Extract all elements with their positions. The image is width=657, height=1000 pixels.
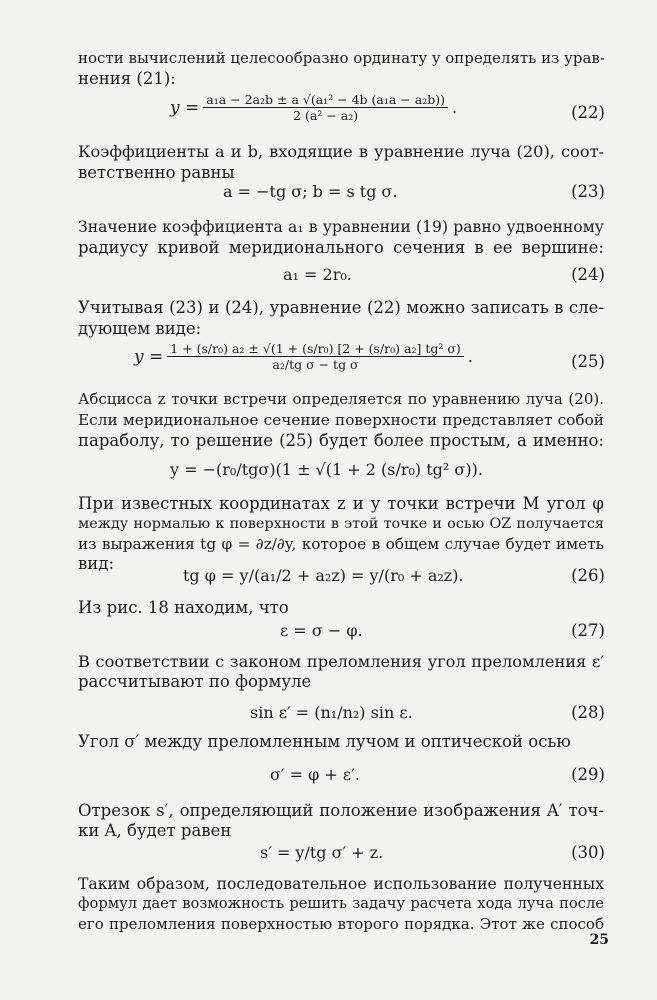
- text-line: ки A, будет равен: [78, 821, 232, 840]
- equation-26: tg φ = y/(a₁/2 + a₂z) = y/(r₀ + a₂z).: [183, 566, 464, 585]
- equation-23: a = −tg σ; b = s tg σ.: [223, 182, 398, 201]
- equation-number: (26): [571, 566, 605, 585]
- text-line: ности вычислений целесообразно ординату y определять из урав-: [78, 49, 605, 67]
- equation-28: sin ε′ = (n₁/n₂) sin ε.: [250, 703, 413, 722]
- text-line: Коэффициенты a и b, входящие в уравнение луча (20), соот-: [78, 142, 604, 161]
- equation-number: (25): [571, 352, 605, 371]
- text-line: радиусу кривой меридионального сечения в ее вершине:: [78, 238, 604, 257]
- fraction: [167, 341, 463, 372]
- equation-number: (28): [571, 703, 605, 722]
- equation-parabola: y = −(r₀/tgσ)(1 ± √(1 + 2 (s/r₀) tg² σ)).: [170, 460, 483, 479]
- equation-30: s′ = y/tg σ′ + z.: [260, 843, 384, 862]
- text-line: нения (21):: [78, 69, 176, 88]
- text-line: Угол σ′ между преломленным лучом и оптической осью: [78, 732, 571, 751]
- page-number: 25: [589, 932, 609, 948]
- text-line: Таким образом, последовательное использование полученных: [78, 875, 604, 893]
- equation-24: a₁ = 2r₀.: [283, 265, 352, 284]
- equation-number: (30): [571, 843, 605, 862]
- equation-25: [134, 341, 473, 372]
- text-line: рассчитывают по формуле: [78, 672, 312, 691]
- equation-27: ε = σ − φ.: [280, 621, 363, 640]
- text-line: его преломления поверхностью второго порядка. Этот же способ: [78, 915, 604, 933]
- text-line: Абсцисса z точки встречи определяется по уравнению луча (20).: [78, 390, 604, 408]
- text-line: вид:: [78, 554, 115, 573]
- equation-lhs: y =: [170, 97, 200, 118]
- text-line: В соответствии с законом преломления угол преломления ε′: [78, 652, 604, 671]
- text-line: дующем виде:: [78, 319, 202, 338]
- text-line: Значение коэффициента a₁ в уравнении (19) равно удвоенному: [78, 218, 604, 236]
- equation-number: (22): [571, 103, 605, 122]
- fraction: [203, 92, 448, 123]
- text-line: между нормалью к поверхности в этой точке и осью OZ получается: [78, 516, 604, 532]
- text-line: Отрезок s′, определяющий положение изображения A′ точ-: [78, 801, 604, 820]
- text-line: Если меридиональное сечение поверхности представляет собой: [78, 411, 604, 429]
- text-line: Учитывая (23) и (24), уравнение (22) можно записать в сле-: [78, 298, 604, 317]
- equation-period: .: [467, 346, 473, 366]
- equation-22: [170, 92, 457, 123]
- fraction-numerator: 1 + (s/r₀) a₂ ± √(1 + (s/r₀) [2 + (s/r₀) a₂] tg² σ): [167, 341, 463, 357]
- equation-number: (27): [571, 621, 605, 640]
- equation-29: σ′ = φ + ε′.: [270, 765, 360, 784]
- equation-lhs: y =: [134, 346, 164, 367]
- text-line: параболу, то решение (25) будет более простым, а именно:: [78, 431, 604, 450]
- text-line: Из рис. 18 находим, что: [78, 598, 289, 617]
- text-line: формул дает возможность решить задачу расчета хода луча после: [78, 895, 604, 912]
- text-line: из выражения tg φ = ∂z/∂y, которое в общем случае будет иметь: [78, 535, 604, 553]
- equation-number: (29): [571, 765, 605, 784]
- equation-period: .: [451, 97, 458, 117]
- text-line: При известных координатах z и y точки встречи M угол φ: [78, 494, 604, 513]
- equation-number: (24): [571, 265, 605, 284]
- equation-number: (23): [571, 182, 605, 201]
- fraction-denominator: 2 (a² − a₂): [293, 108, 359, 123]
- fraction-numerator: a₁a − 2a₂b ± a √(a₁² − 4b (a₁a − a₂b)): [203, 92, 448, 108]
- fraction-denominator: a₂/tg σ − tg σ: [272, 357, 359, 372]
- text-line: ветственно равны: [78, 163, 235, 182]
